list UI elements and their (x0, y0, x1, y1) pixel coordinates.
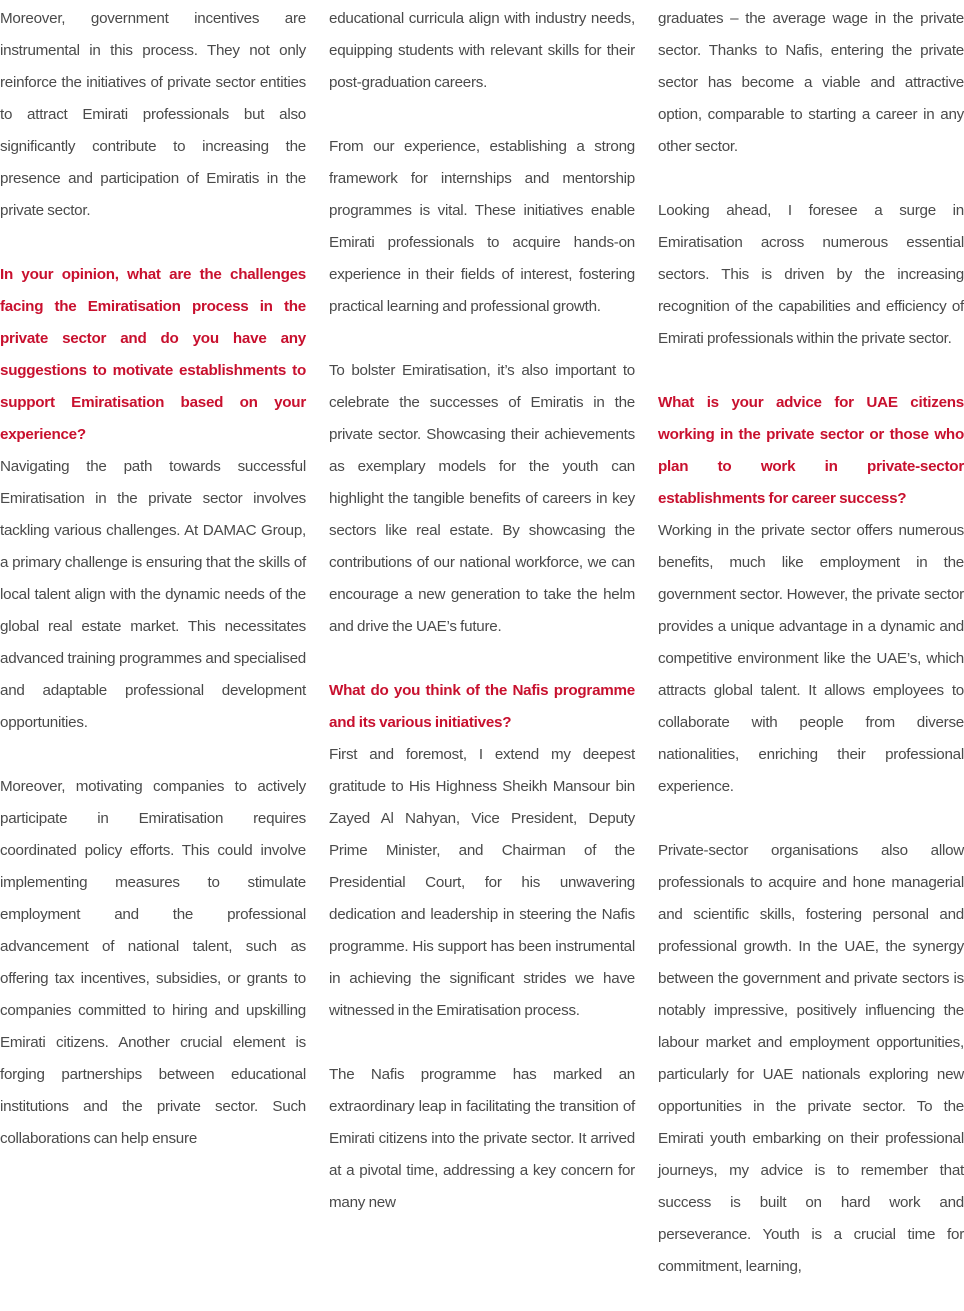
paragraph: educational curricula align with industry needs, equipping students with relevant skills for their post-graduation careers. (329, 10, 635, 91)
question-heading: In your opinion, what are the challenges facing the Emiratisation process in the private sector and do you have any suggestions to motivate establishments to support Emiratisation based on your experience? (0, 266, 306, 443)
paragraph: Moreover, motivating companies to actively participate in Emiratisation requires coordinated policy efforts. This could involve implementing measures to stimulate employment and the professional advancement of national talent, such as offering tax incentives, subsidies, or grants to companies committed to hiring and upskilling Emirati citizens. Another crucial element is forging partnerships between educational institutions and the private sector. Such collaborations can help ensure (0, 778, 306, 1147)
question-heading: What do you think of the Nafis programme and its various initiatives? (329, 682, 635, 731)
question-heading: What is your advice for UAE citizens working in the private sector or those who plan to work in private-sector establishments for career success? (658, 394, 964, 507)
column-2 (329, 3, 635, 1311)
paragraph: Private-sector organisations also allow professionals to acquire and hone managerial and scientific skills, fostering personal and professional growth. In the UAE, the synergy between the government and private sectors is notably impressive, positively influencing the labour market and employment opportunities, particularly for UAE nationals exploring new opportunities in the private sector. To the Emirati youth embarking on their professional journeys, my advice is to remember that success is built on hard work and perseverance. Youth is a crucial time for commitment, learning, (658, 842, 964, 1275)
paragraph: graduates – the average wage in the private sector. Thanks to Nafis, entering the private sector has become a viable and attractive option, comparable to starting a career in any other sector. (658, 10, 964, 155)
paragraph: To bolster Emiratisation, it’s also important to celebrate the successes of Emiratis in the private sector. Showcasing their achievements as exemplary models for the youth can highlight the tangible benefits of careers in key sectors like real estate. By showcasing the contributions of our national workforce, we can encourage a new generation to take the helm and drive the UAE’s future. (329, 362, 635, 635)
paragraph: Navigating the path towards successful Emiratisation in the private sector involves tackling various challenges. At DAMAC Group, a primary challenge is ensuring that the skills of local talent align with the dynamic needs of the global real estate market. This necessitates advanced training programmes and specialised and adaptable professional development opportunities. (0, 458, 306, 731)
paragraph: Working in the private sector offers numerous benefits, much like employment in the government sector. However, the private sector provides a unique advantage in a dynamic and competitive environment like the UAE’s, which attracts global talent. It allows employees to collaborate with people from diverse nationalities, enriching their professional experience. (658, 522, 964, 795)
article-page (0, 3, 964, 1311)
column-3 (658, 3, 964, 1311)
paragraph: Moreover, government incentives are instrumental in this process. They not only reinforce the initiatives of private sector entities to attract Emirati professionals but also significantly contribute to increasing the presence and participation of Emiratis in the private sector. (0, 10, 306, 219)
paragraph: The Nafis programme has marked an extraordinary leap in facilitating the transition of Emirati citizens into the private sector. It arrived at a pivotal time, addressing a key concern for many new (329, 1066, 635, 1211)
paragraph: Looking ahead, I foresee a surge in Emiratisation across numerous essential sectors. This is driven by the increasing recognition of the capabilities and efficiency of Emirati professionals within the private sector. (658, 202, 964, 347)
paragraph: First and foremost, I extend my deepest gratitude to His Highness Sheikh Mansour bin Zayed Al Nahyan, Vice President, Deputy Prime Minister, and Chairman of the Presidential Court, for his unwavering dedication and leadership in steering the Nafis programme. His support has been instrumental in achieving the significant strides we have witnessed in the Emiratisation process. (329, 746, 635, 1019)
column-1 (0, 3, 306, 1311)
paragraph: From our experience, establishing a strong framework for internships and mentorship programmes is vital. These initiatives enable Emirati professionals to acquire hands-on experience in their fields of interest, fostering practical learning and professional growth. (329, 138, 635, 315)
